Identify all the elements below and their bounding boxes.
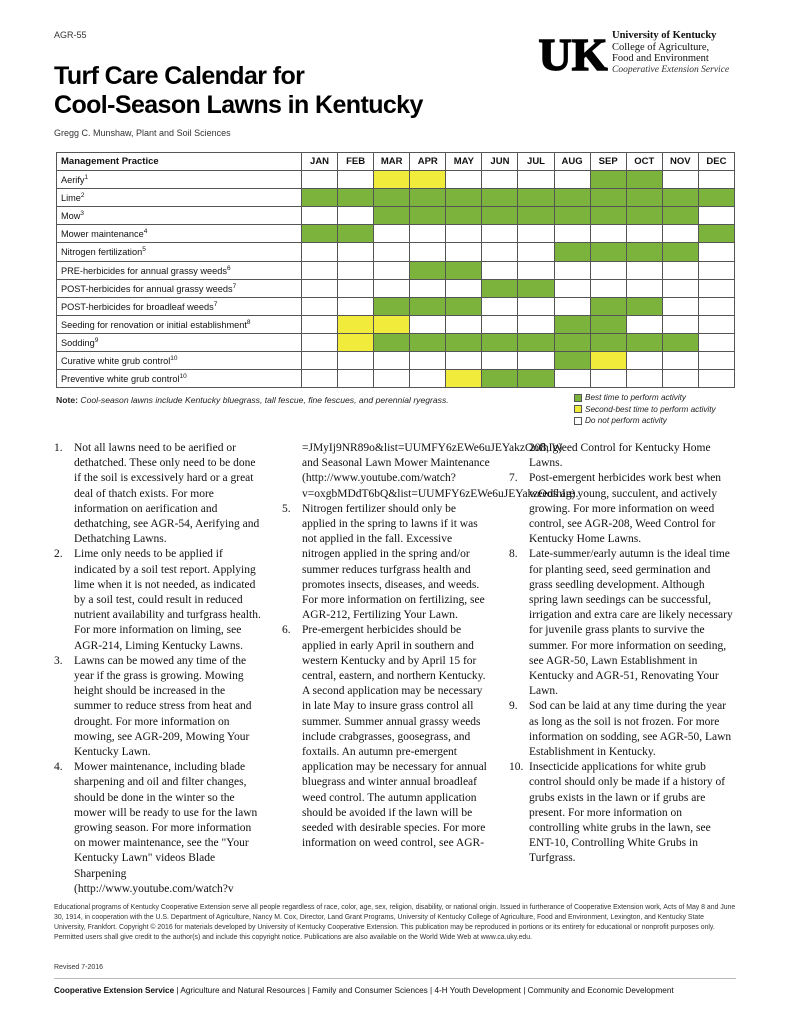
calendar-cell-jan <box>302 261 338 279</box>
calendar-cell-jan <box>302 171 338 189</box>
calendar-cell-sep <box>590 261 626 279</box>
practice-note-ref: 9 <box>94 336 99 344</box>
calendar-cell-jun <box>482 370 518 388</box>
footer-programs: | Agriculture and Natural Resources | Family and Consumer Sciences | 4-H Youth Development | Community and Economic Development <box>174 986 674 995</box>
calendar-cell-feb <box>338 171 374 189</box>
footnote-1 <box>54 441 262 547</box>
footnote-2 <box>54 547 262 653</box>
footnote-number: 1. <box>54 442 63 454</box>
practice-note-ref: 7 <box>232 282 237 290</box>
calendar-cell-nov <box>662 243 698 261</box>
calendar-cell-apr <box>410 207 446 225</box>
calendar-cell-feb <box>338 189 374 207</box>
footnote-4 <box>54 760 262 897</box>
calendar-cell-sep <box>590 279 626 297</box>
calendar-cell-dec <box>698 225 734 243</box>
footnote-text: Not all lawns need to be aerified or dethatched. These only need to be done if the soil is excessively hard or a great deal of thatch exists. For more information on aerification and dethatching, see AGR-54, Aerifying and Dethatching Lawns. <box>74 442 260 546</box>
calendar-cell-nov <box>662 370 698 388</box>
calendar-cell-dec <box>698 315 734 333</box>
month-header-oct: OCT <box>626 153 662 171</box>
calendar-cell-apr <box>410 333 446 351</box>
university-block <box>612 30 729 76</box>
practice-label <box>57 370 302 388</box>
legend-best-swatch <box>574 394 582 402</box>
calendar-cell-jul <box>518 297 554 315</box>
calendar-cell-sep <box>590 243 626 261</box>
calendar-cell-aug <box>554 352 590 370</box>
calendar-cell-sep <box>590 171 626 189</box>
footer-service: Cooperative Extension Service <box>54 986 175 995</box>
footnote-text: Insecticide applications for white grub control should only be made if a history of grubs exists in the lawn or if grubs are present. For more information on controlling white grubs in the lawn, see ENT-10, Controlling White Grubs in Turfgrass. <box>529 761 726 865</box>
calendar-cell-may <box>446 189 482 207</box>
calendar-cell-oct <box>626 189 662 207</box>
legend <box>574 392 716 427</box>
calendar-cell-apr <box>410 189 446 207</box>
calendar-cell-jul <box>518 370 554 388</box>
legend-best-label: Best time to perform activity <box>585 393 687 402</box>
calendar-cell-apr <box>410 315 446 333</box>
turf-care-calendar <box>56 152 735 388</box>
footnote-3 <box>54 654 262 760</box>
month-header-jul: JUL <box>518 153 554 171</box>
footnote-text: Pre-emergent herbicides should be applied in early April in southern and western Kentucky and by April 15 for central, eastern, and northern Kentucky. A second application may be necessary in late May to insure grass control all summer. Summer annual grassy weeds include crabgrasses, goosegrass, and foxtails. An autumn pre-emergent application may be necessary for annual bluegrass and winter annual broadleaf weed control. The autumn application should be avoided if the lawn will be seeded with desirable species. For more information on weed control, see AGR- <box>302 624 487 850</box>
practice-note-ref: 4 <box>143 228 148 236</box>
calendar-cell-mar <box>374 171 410 189</box>
calendar-row <box>57 189 735 207</box>
practice-label <box>57 243 302 261</box>
calendar-cell-nov <box>662 297 698 315</box>
month-header-dec: DEC <box>698 153 734 171</box>
calendar-row <box>57 225 735 243</box>
calendar-row <box>57 370 735 388</box>
calendar-cell-dec <box>698 207 734 225</box>
footnote-5 <box>282 502 490 624</box>
practice-name: PRE-herbicides for annual grassy weeds <box>61 265 227 276</box>
note-text: Cool-season lawns include Kentucky bluegrass, tall fescue, fine fescues, and perennial ryegrass. <box>80 395 449 405</box>
calendar-cell-mar <box>374 370 410 388</box>
calendar-cell-jan <box>302 352 338 370</box>
calendar-cell-jul <box>518 243 554 261</box>
calendar-cell-may <box>446 279 482 297</box>
calendar-cell-oct <box>626 370 662 388</box>
footer <box>54 986 754 995</box>
college-line-1: College of Agriculture, <box>612 41 710 53</box>
calendar-cell-sep <box>590 207 626 225</box>
month-header-aug: AUG <box>554 153 590 171</box>
calendar-cell-may <box>446 370 482 388</box>
calendar-cell-dec <box>698 261 734 279</box>
footnote-number: 3. <box>54 654 63 667</box>
calendar-cell-aug <box>554 261 590 279</box>
calendar-row <box>57 261 735 279</box>
footnote-number: 9. <box>509 700 518 713</box>
calendar-row <box>57 279 735 297</box>
calendar-cell-jul <box>518 352 554 370</box>
calendar-cell-jun <box>482 243 518 261</box>
calendar-cell-feb <box>338 243 374 261</box>
calendar-cell-nov <box>662 261 698 279</box>
uk-logo-letters: UK <box>538 29 608 80</box>
calendar-cell-jun <box>482 279 518 297</box>
calendar-cell-aug <box>554 207 590 225</box>
practice-name: POST-herbicides for broadleaf weeds <box>61 301 214 312</box>
practice-name: Sodding <box>61 338 95 349</box>
calendar-cell-aug <box>554 297 590 315</box>
practice-label <box>57 333 302 351</box>
calendar-body <box>57 171 735 388</box>
calendar-cell-apr <box>410 297 446 315</box>
practice-label <box>57 225 302 243</box>
calendar-cell-jan <box>302 315 338 333</box>
month-header-feb: FEB <box>338 153 374 171</box>
footnote-number: 8. <box>509 548 518 561</box>
calendar-cell-apr <box>410 261 446 279</box>
calendar-cell-jul <box>518 279 554 297</box>
calendar-cell-may <box>446 225 482 243</box>
calendar-cell-aug <box>554 333 590 351</box>
practice-name: Curative white grub control <box>61 356 171 367</box>
practice-label <box>57 171 302 189</box>
practice-label <box>57 261 302 279</box>
practice-label <box>57 297 302 315</box>
calendar-cell-jun <box>482 352 518 370</box>
calendar-cell-oct <box>626 171 662 189</box>
calendar-cell-mar <box>374 333 410 351</box>
calendar-cell-may <box>446 352 482 370</box>
calendar-cell-apr <box>410 352 446 370</box>
calendar-cell-sep <box>590 297 626 315</box>
calendar-cell-feb <box>338 297 374 315</box>
calendar-cell-dec <box>698 243 734 261</box>
month-header-may: MAY <box>446 153 482 171</box>
calendar-cell-may <box>446 297 482 315</box>
calendar-cell-oct <box>626 279 662 297</box>
footnote-6-continued: 208, Weed Control for Kentucky Home Lawns. <box>529 442 711 470</box>
calendar-cell-aug <box>554 243 590 261</box>
calendar-cell-jul <box>518 225 554 243</box>
practice-label <box>57 189 302 207</box>
calendar-cell-nov <box>662 207 698 225</box>
page-title <box>54 62 423 120</box>
calendar-header-row <box>57 153 735 171</box>
calendar-cell-jun <box>482 315 518 333</box>
calendar-cell-jan <box>302 225 338 243</box>
footnote-text: Mower maintenance, including blade sharpening and oil and filter changes, should be done in the winter so the mower will be ready to use for the lawn growing season. For more information on mower maintenance, see the "Your Kentucky Lawn" videos Blade Sharpening (http://www.youtube.com/watch?v <box>74 761 258 895</box>
calendar-cell-jan <box>302 189 338 207</box>
calendar-cell-jul <box>518 207 554 225</box>
calendar-cell-aug <box>554 279 590 297</box>
calendar-cell-mar <box>374 243 410 261</box>
practice-label <box>57 279 302 297</box>
practice-name: Nitrogen fertilization <box>61 247 143 258</box>
practice-note-ref: 10 <box>170 355 178 363</box>
publication-code: AGR-55 <box>54 30 87 40</box>
footnote-number: 5. <box>282 502 291 515</box>
calendar-cell-jan <box>302 370 338 388</box>
footnote-text: Nitrogen fertilizer should only be applied in the spring to lawns if it was not applied in the fall. Excessive nitrogen applied in the spring and/or summer reduces turfgrass health and promotes insects, diseases, and weeds. For more information on fertilizing, see AGR-212, Fertilizing Your Lawn. <box>302 502 485 622</box>
calendar-cell-oct <box>626 297 662 315</box>
footnote-6 <box>282 623 490 851</box>
month-header-jun: JUN <box>482 153 518 171</box>
calendar-cell-aug <box>554 171 590 189</box>
calendar-cell-dec <box>698 189 734 207</box>
footnote-number: 10. <box>509 761 524 774</box>
footnotes-column-3 <box>509 441 735 889</box>
month-header-sep: SEP <box>590 153 626 171</box>
practice-name: Mower maintenance <box>61 229 144 240</box>
calendar-cell-apr <box>410 370 446 388</box>
calendar-cell-feb <box>338 333 374 351</box>
footnote-9 <box>509 699 735 760</box>
note-label: Note: <box>56 395 78 405</box>
calendar-cell-mar <box>374 315 410 333</box>
calendar-cell-mar <box>374 297 410 315</box>
calendar-cell-mar <box>374 189 410 207</box>
footnote-number: 4. <box>54 761 63 774</box>
legend-second <box>574 404 716 416</box>
calendar-cell-dec <box>698 171 734 189</box>
calendar-cell-oct <box>626 315 662 333</box>
month-header-apr: APR <box>410 153 446 171</box>
legend-none-swatch <box>574 417 582 425</box>
month-header-mar: MAR <box>374 153 410 171</box>
calendar-cell-feb <box>338 352 374 370</box>
calendar-cell-jul <box>518 315 554 333</box>
calendar-cell-nov <box>662 279 698 297</box>
calendar-cell-jun <box>482 297 518 315</box>
practice-name: Mow <box>61 211 81 222</box>
calendar-cell-jun <box>482 225 518 243</box>
footnote-10 <box>509 760 735 866</box>
practice-column-header: Management Practice <box>57 153 302 171</box>
calendar-cell-sep <box>590 333 626 351</box>
practice-note-ref: 3 <box>80 210 85 218</box>
footnote-number: 2. <box>54 548 63 561</box>
legend-best <box>574 392 716 404</box>
footnotes <box>54 441 736 895</box>
calendar-cell-nov <box>662 225 698 243</box>
footnote-text: Post-emergent herbicides work best when weeds are young, succulent, and actively growing. For more information on weed control, see AGR-208, Weed Control for Kentucky Home Lawns. <box>529 472 722 546</box>
calendar-cell-aug <box>554 189 590 207</box>
footnotes-column-1 <box>54 441 262 895</box>
footnote-number: 7. <box>509 472 518 485</box>
calendar-cell-nov <box>662 315 698 333</box>
calendar-cell-apr <box>410 171 446 189</box>
practice-note-ref: 6 <box>226 264 231 272</box>
calendar-cell-jan <box>302 279 338 297</box>
calendar-cell-jan <box>302 207 338 225</box>
calendar-cell-mar <box>374 207 410 225</box>
calendar-cell-oct <box>626 261 662 279</box>
calendar-cell-feb <box>338 207 374 225</box>
calendar-cell-jan <box>302 297 338 315</box>
calendar-cell-jul <box>518 333 554 351</box>
calendar-cell-jun <box>482 261 518 279</box>
uk-logo <box>538 29 608 80</box>
calendar-cell-jan <box>302 333 338 351</box>
practice-note-ref: 7 <box>213 300 218 308</box>
calendar-row <box>57 315 735 333</box>
calendar-cell-jul <box>518 171 554 189</box>
college-line-2: Food and Environment <box>612 53 709 64</box>
calendar-cell-feb <box>338 279 374 297</box>
table-note <box>56 395 449 405</box>
month-header-nov: NOV <box>662 153 698 171</box>
practice-name: Seeding for renovation or initial establishment <box>61 319 247 330</box>
fine-print: Educational programs of Kentucky Cooperative Extension serve all people regardless of race, color, age, sex, religion, disability, or national origin. Issued in furtherance of Cooperative Extension work, Acts of May 8 and June 30, 1914, in cooperation with the U.S. Department of Agriculture, Nancy M. Cox, Director, Land Grant Programs, University of Kentucky College of Agriculture, Food and Environment, Lexington, and Kentucky State University, Frankfort. Copyright © 2016 for materials developed by University of Kentucky Cooperative Extension. This publication may be reproduced in portions or its entirety for educational or nonprofit purposes only. Permitted users shall give credit to the author(s) and include this copyright notice. Publications are also available on the World Wide Web at www.ca.uky.edu. <box>54 904 736 941</box>
title-line-2: Cool-Season Lawns in Kentucky <box>54 91 423 119</box>
calendar-cell-feb <box>338 370 374 388</box>
calendar-cell-jun <box>482 171 518 189</box>
calendar-cell-oct <box>626 207 662 225</box>
calendar-row <box>57 171 735 189</box>
month-header-jan: JAN <box>302 153 338 171</box>
calendar-cell-aug <box>554 315 590 333</box>
footnote-text: Lawns can be mowed any time of the year if the grass is growing. Mowing height should be increased in the summer to reduce stress from heat and drought. For more information on mowing, see AGR-209, Mowing Your Kentucky Lawn. <box>74 654 252 759</box>
calendar-cell-apr <box>410 243 446 261</box>
title-line-1: Turf Care Calendar for <box>54 62 305 90</box>
extension-service: Cooperative Extension Service <box>612 64 730 75</box>
legend-none-label: Do not perform activity <box>585 416 667 425</box>
calendar-cell-dec <box>698 279 734 297</box>
footnote-7 <box>509 471 735 547</box>
practice-note-ref: 8 <box>246 318 251 326</box>
footer-divider <box>54 978 736 979</box>
calendar-cell-may <box>446 315 482 333</box>
calendar-cell-nov <box>662 171 698 189</box>
calendar-cell-aug <box>554 370 590 388</box>
calendar-cell-oct <box>626 243 662 261</box>
calendar-row <box>57 297 735 315</box>
calendar-cell-may <box>446 207 482 225</box>
calendar-cell-nov <box>662 333 698 351</box>
calendar-cell-sep <box>590 225 626 243</box>
practice-name: Lime <box>61 193 81 204</box>
calendar-row <box>57 333 735 351</box>
calendar-cell-mar <box>374 352 410 370</box>
calendar-cell-sep <box>590 352 626 370</box>
calendar-cell-jan <box>302 243 338 261</box>
calendar-cell-feb <box>338 315 374 333</box>
calendar-cell-jul <box>518 189 554 207</box>
calendar-cell-dec <box>698 352 734 370</box>
calendar-cell-feb <box>338 261 374 279</box>
footnote-8 <box>509 547 735 699</box>
footnote-text: Lime only needs to be applied if indicated by a soil test report. Applying lime when it is not needed, as indicated by a soil test, could result in reduced nutrient availability and turfgrass health. For more information on liming, see AGR-214, Liming Kentucky Lawns. <box>74 548 261 652</box>
calendar-cell-mar <box>374 225 410 243</box>
calendar-cell-mar <box>374 279 410 297</box>
calendar-cell-oct <box>626 225 662 243</box>
practice-note-ref: 5 <box>142 246 146 254</box>
calendar-cell-mar <box>374 261 410 279</box>
calendar-row <box>57 243 735 261</box>
calendar-cell-dec <box>698 333 734 351</box>
calendar-cell-may <box>446 333 482 351</box>
calendar-cell-jun <box>482 333 518 351</box>
calendar-row <box>57 352 735 370</box>
calendar-cell-may <box>446 243 482 261</box>
footnote-text: Sod can be laid at any time during the year as long as the soil is not frozen. For more information on sodding, see AGR-50, Lawn Establishment in Kentucky. <box>529 700 732 759</box>
calendar-cell-nov <box>662 352 698 370</box>
university-name: University of Kentucky <box>612 30 717 41</box>
calendar-cell-sep <box>590 315 626 333</box>
calendar-cell-jun <box>482 207 518 225</box>
calendar-row <box>57 207 735 225</box>
footnote-4-continued: =JMyIj9NR89o&list=UUMFY6zEWe6uJEYakzOofhIg) and Seasonal Lawn Mower Maintenance (http://www.youtube.com/watch?v=oxgbMDdT6bQ&list=UUMFY6zEWe6uJEYakzOofhIg). <box>302 442 579 500</box>
legend-second-label: Second-best time to perform activity <box>585 404 716 414</box>
calendar-cell-nov <box>662 189 698 207</box>
practice-name: Aerify <box>61 175 85 186</box>
practice-note-ref: 1 <box>84 174 89 182</box>
author-line: Gregg C. Munshaw, Plant and Soil Sciences <box>54 128 231 138</box>
calendar-cell-feb <box>338 225 374 243</box>
legend-none <box>574 415 716 427</box>
calendar-cell-sep <box>590 370 626 388</box>
calendar-cell-apr <box>410 279 446 297</box>
calendar-cell-dec <box>698 297 734 315</box>
calendar-cell-jun <box>482 189 518 207</box>
practice-name: POST-herbicides for annual grassy weeds <box>61 283 233 294</box>
practice-label <box>57 315 302 333</box>
calendar-cell-dec <box>698 370 734 388</box>
calendar-cell-may <box>446 171 482 189</box>
calendar-cell-sep <box>590 189 626 207</box>
calendar-cell-jul <box>518 261 554 279</box>
calendar-cell-oct <box>626 333 662 351</box>
practice-name: Preventive white grub control <box>61 374 180 385</box>
practice-note-ref: 10 <box>179 373 187 381</box>
calendar-cell-may <box>446 261 482 279</box>
calendar-cell-apr <box>410 225 446 243</box>
calendar-cell-oct <box>626 352 662 370</box>
practice-label <box>57 352 302 370</box>
calendar-cell-aug <box>554 225 590 243</box>
practice-label <box>57 207 302 225</box>
practice-note-ref: 2 <box>80 192 85 200</box>
legend-second-swatch <box>574 405 582 413</box>
footnote-text: Late-summer/early autumn is the ideal time for planting seed, seed germination and grass seedling development. Although spring lawn seedings can be successful, irrigation and extra care are likely necessary for juvenile grass plants to survive the summer. For more information on seeding, see AGR-50, Lawn Establishment in Kentucky and AGR-51, Renovating Your Lawn. <box>529 548 733 698</box>
revised-date: Revised 7-2016 <box>54 964 104 971</box>
footnote-number: 6. <box>282 624 291 637</box>
